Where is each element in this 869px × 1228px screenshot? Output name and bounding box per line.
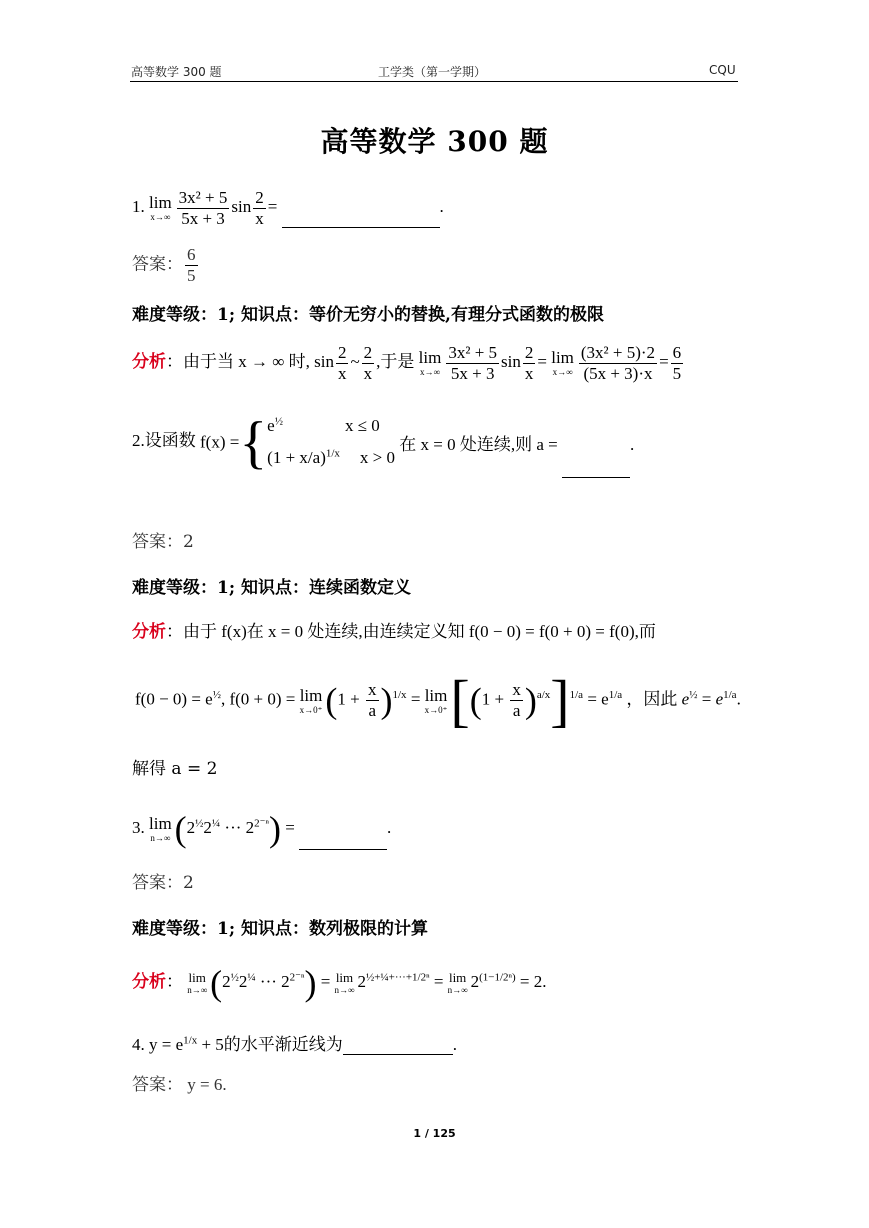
answer-1: 答案： $\frac{6}{5}$ <box>132 245 196 285</box>
header-left: 高等数学 300 题 <box>131 65 222 79</box>
problem-3: 3. lim n→∞ ($2^{\frac{1}{2}}2^{\frac{1}{4}}$ ··· $2^{2^{-n}}$) = . <box>132 809 392 849</box>
answer-2: 答案：2 <box>132 532 194 552</box>
problem-1: 1. lim x→∞ $\frac{\text{3x² + 5}}{5x + 3}$ sin $\frac{2}{x}$ = . <box>132 188 444 228</box>
header-right: CQU <box>709 63 736 77</box>
page-title: 高等数学 300 题 <box>320 125 549 158</box>
problem-4: 4. $y = e^{1/x} + 5$的水平渐近线为 . <box>132 1034 458 1054</box>
problem-2: 2.设函数 f(x) ={ $e^{\frac{1}{2}}$ x ≤ 0 $(1 + x/a)^{1/x}$ x > 0 在 x = 0 处连续,则 a = . <box>132 410 634 475</box>
answer-4: 答案： y = 6. <box>132 1075 227 1094</box>
problem-number: 1. <box>132 196 145 216</box>
difficulty-2: 难度等级：1; 知识点：连续函数定义 <box>132 578 412 598</box>
analysis-3: 分析： lim n→∞ ($2^{\frac{1}{2}}2^{\frac{1}{4}}$ ··· $2^{2^{-n}}$) = lim n→∞ $2^{\frac{1}{2}+\frac{1}{4}+\cdot\cdot\cdot+1/2^n}$ = lim n→∞ $2^{(1-1/2^n)} = 2$. <box>132 963 547 1003</box>
analysis-2-line-1: 分析：由于 f(x)在 x = 0 处连续,由连续定义知 f(0 − 0) = f(0 + 0) = f(0),而 <box>132 622 656 641</box>
answer-blank <box>282 213 440 228</box>
answer-3: 答案：2 <box>132 873 194 893</box>
analysis-1: 分析：由于当 x → ∞ 时, sin $\frac{2}{x}$ ~ $\frac{2}{x}$ ,于是 lim x→∞ $\frac{\text{3x² + 5}}{5x + 3}$ sin $\frac{2}{x}$ = lim x→∞ $\frac{\text{(3x² + 5)·2}}{(5x + 3)\cdot x}$ = $\frac{6}{5}$ <box>132 343 682 383</box>
analysis-2-line-2: $f(0 - 0) = e^{\frac{1}{2}}$, f(0 + 0) = lim x→0⁺ (1 + $\frac{x}{a}$ )$^{1/x}$ = lim x→0⁺ [(1 + $\frac{x}{a}$ )$^{a/x}]^{1/a} = e^{1/a}$ ，因此 $e^{\frac{1}{2}} = e^{1/a}$. <box>135 668 741 733</box>
header-center: 工学类（第一学期） <box>378 65 487 79</box>
solve-2: 解得 a = 2 <box>132 759 218 779</box>
page-number: 1 / 125 <box>413 1127 456 1140</box>
difficulty-3: 难度等级：1; 知识点：数列极限的计算 <box>132 919 429 939</box>
header-rule <box>130 81 738 82</box>
difficulty-1: 难度等级：1; 知识点：等价无穷小的替换,有理分式函数的极限 <box>132 305 604 325</box>
